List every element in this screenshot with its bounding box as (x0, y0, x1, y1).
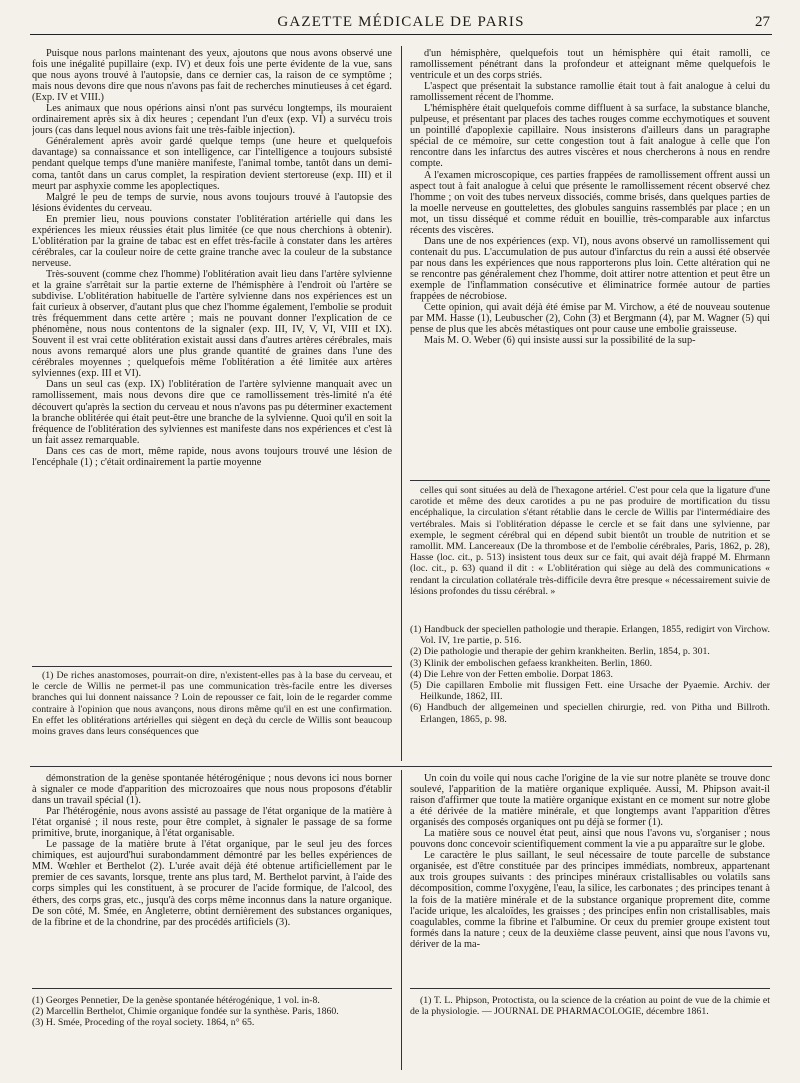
page-header (30, 14, 772, 35)
paragraph: Très-souvent (comme chez l'homme) l'oblitération avait lieu dans l'artère sylvienne et la graine s'arrêtait sur la partie externe de l'hémisphère à l'endroit où l'artère se subdivise. L'oblitération habituelle de l'artère sylvienne dans nos expériences est un fait curieux à observer, d'autant plus que chez l'homme également, l'embolie se produit très fréquemment dans cette artère ; mais ne pouvant donner l'explication de ce phénomène, nous nous contentons de la signaler (exp. III, IV, V, VI, VIII et IX). Souvent il est vrai cette oblitération existait aussi dans d'autres artères cérébrales, mais nous avons remarqué alors une plus grande quantité de graines dans l'une des cérébrales moyennes ; quelquefois même l'oblitération a été limitée aux artères sylviennes (exp. III et VI). (32, 268, 392, 380)
paragraph: Cette opinion, qui avait déjà été émise par M. Virchow, a été de nouveau soutenue par MM. Hasse (1), Leubuscher (2), Cohn (3) et Bergmann (4), par M. Wagner (5) qui pense de plus que les abcès métastiques ont pour cause une embolie graisseuse. (410, 302, 770, 336)
article-column-bottom-right (410, 773, 770, 978)
section-divider (30, 766, 772, 767)
paragraph: Par l'hétérogénie, nous avons assisté au passage de l'état organique de la matière à l'état organisé ; il nous reste, pour être complet, à signaler le passage de sa forme primitive, brute, inorganique, à l'état organisable. (32, 806, 392, 840)
paragraph: Mais M. O. Weber (6) qui insiste aussi sur la possibilité de la sup- (424, 335, 696, 347)
footnote: (2) Die pathologie und therapie der gehirn krankheiten. Berlin, 1854, p. 301. (410, 646, 710, 658)
paragraph: démonstration de la genèse spontanée hétérogénique ; nous devons ici nous borner à signaler ce mode d'apparition des microzoaires que nous nous proposons d'établir dans un travail spécial (1). (32, 773, 392, 807)
footnote: (6) Handbuch der allgemeinen und speciellen chirurgie, red. von Pitha und Billroth. Erlangen, 1865, p. 98. (410, 702, 770, 725)
footnote-list-bottom-left (32, 995, 392, 1065)
column-divider (401, 770, 402, 1070)
page-number: 27 (755, 14, 770, 30)
footnote-left (32, 670, 392, 762)
paragraph: Dans un seul cas (exp. IX) l'oblitération de l'artère sylvienne manquait avec un ramollissement, mais nous devons dire que ce ramollissement très-limité n'a été découvert qu'après la section du cerveau et nous n'avons pas pu déterminer exactement la branche oblitérée qui était peut-être une branche de la sylvienne. Quoi qu'il en soit la fréquence de l'oblitération des sylviennes est manifeste dans nos expériences et c'est là un fait assez remarquable. (32, 379, 392, 446)
paragraph: Généralement après avoir gardé quelque temps (une heure et quelquefois davantage) sa connaissance et son intelligence, car l'intelligence a toujours subsisté pendant quelque temps d'une manière manifeste, l'animal tombe, tantôt dans un demi-coma, tantôt dans un carus complet, la respiration devient stertoreuse (exp. III) et il meurt par asphyxie comme les apoplectiques. (32, 136, 392, 192)
article-column-top-left (32, 48, 392, 663)
footnote-separator (410, 988, 770, 989)
footnote-text: celles qui sont situées au delà de l'hexagone artériel. C'est pour cela que la ligature d'une carotide et même des deux carotides a pu ne pas produire de mortification du tissu encéphalique, la circulation s'étant rétablie dans le cercle de Willis par l'intermédiaire des vertébrales. Mais si l'oblitération dépasse le cercle et se fait dans une sylvienne, par exemple, le segment cérébral qui en dépend subit bientôt un trouble de nutrition et se ramollit. MM. Lancereaux (De la thrombose et de l'embolie cérébrales, Paris, 1862, p. 28), Hasse (loc. cit., p. 513) insistent tous deux sur ce fait, qui avait déjà frappé M. Ehrmann (loc. cit., p. 63) quand il dit : « L'oblitération qui siège au delà des communications « rendant la circulation collatérale très-difficile devra être presque « nécessairement suivie de lésions profondes du tissu cérébral. » (410, 485, 770, 597)
footnote-text: (1) De riches anastomoses, pourrait-on dire, n'existent-elles pas à la base du cerveau, et le cercle de Willis ne permet-il pas une communication très-facile entre les diverses branches qui lui donnent naissance ? Loin de repousser ce fait, loin de le regarder comme contraire à l'opinion que nous avançons, nous dirons même qu'il en est une confirmation. En effet les oblitérations artérielles qui siègent en deçà du cercle de Willis sont beaucoup moins graves dans leurs conséquences que (32, 670, 392, 738)
paragraph: En premier lieu, nous pouvions constater l'oblitération artérielle qui dans les expériences les mieux réussies était plus limitée (ce que nous cherchions à obtenir). L'oblitération par la graine de tabac est en effet très-facile à constater dans les artères cérébrales, car la couleur noire de cette graine tranche avec la couleur de la substance nerveuse. (32, 213, 392, 269)
article-column-top-right (410, 48, 770, 474)
footnote: (1) Georges Pennetier, De la genèse spontanée hétérogénique, 1 vol. in-8. (32, 995, 320, 1006)
paragraph: L'aspect que présentait la substance ramollie était tout à fait analogue à celui du ramollissement récent de l'homme. (410, 81, 770, 104)
paragraph: Le passage de la matière brute à l'état organique, par le seul jeu des forces chimiques, est aujourd'hui surabondamment démontré par les belles expériences de MM. Wœhler et Berthelot (2). L'urée avait déjà été obtenue artificiellement par le premier de ces savants, lorsque, trente ans plus tard, M. Berthelot parvint, à l'aide des corps simples qui les constituent, à se procurer de l'acide formique, de l'alcool, des éthers, des corps gras, etc., jusqu'à des corps même inconnus dans la nature organique. De son côté, M. Smée, en Angleterre, obtint dernièrement des substances organiques, de la fibrine et de la chondrine, par des procédés artificiels (3). (32, 839, 392, 928)
footnote-continuation (410, 485, 770, 622)
footnote: (1) T. L. Phipson, Protoctista, ou la science de la création au point de vue de la chimie et de la physiologie. — JOURNAL DE PHARMACOLOGIE, décembre 1861. (410, 995, 770, 1018)
paragraph: Un coin du voile qui nous cache l'origine de la vie sur notre planète se trouve donc soulevé, l'apparition de la matière organique expliquée. Aussi, M. Phipson avait-il raison d'affirmer que toute la matière organique existant en ce moment sur notre globe a été dérivée de la matière minérale, et que longtemps avant l'apparition d'êtres organisés des composés organiques ont pu déjà se former (1). (410, 773, 770, 829)
footnote-separator (410, 480, 770, 481)
paragraph: Les animaux que nous opérions ainsi n'ont pas survécu longtemps, ils mouraient ordinairement après six à dix heures ; cependant l'un d'eux (exp. VI) a survécu trois jours (cas dans lequel nous avions fait une très-faible injection). (32, 103, 392, 137)
column-divider (401, 46, 402, 761)
footnote: (5) Die capillaren Embolie mit flussigen Fett. eine Ursache der Pyaemie. Archiv. der Heilkunde, 1862, III. (410, 680, 770, 703)
footnote-separator (32, 988, 392, 989)
footnote: (1) Handbuck der speciellen pathologie und therapie. Erlangen, 1855, redigirt von Virchow. Vol. IV, 1re partie, p. 516. (410, 624, 770, 647)
footnote-bottom-right (410, 995, 770, 1055)
paragraph: La matière sous ce nouvel état peut, ainsi que nous l'avons vu, s'organiser ; nous pouvons donc concevoir scientifiquement comment la vie a pu apparaître sur le globe. (410, 828, 770, 851)
paragraph: Malgré le peu de temps de survie, nous avons toujours trouvé à l'autopsie des lésions évidentes du cerveau. (32, 191, 392, 214)
footnote: (3) Klinik der embolischen gefaess krankheiten. Berlin, 1860. (410, 657, 653, 669)
footnote: (3) H. Smée, Proceding of the royal society. 1864, n° 65. (32, 1017, 255, 1029)
paragraph: Dans ces cas de mort, même rapide, nous avons toujours trouvé une lésion de l'encéphale (1) ; c'était ordinairement la partie moyenne (32, 445, 392, 468)
paragraph: Puisque nous parlons maintenant des yeux, ajoutons que nous avons observé une fois une inégalité pupillaire (exp. IV) et deux fois une perte évidente de la vue, sans que nous ayons trouvé à l'autopsie, dans ce dernier cas, la raison de ce symptôme ; mais nous devons dire que nous n'avons pas fait de recherches minutieuses à cet égard. (Exp. IV et VIII.) (32, 48, 392, 104)
article-column-bottom-left (32, 773, 392, 963)
journal-title: GAZETTE MÉDICALE DE PARIS (277, 14, 525, 30)
paragraph: A l'examen microscopique, ces parties frappées de ramollissement offrent aussi un aspect tout à fait analogue à celui que présente le ramollissement récent observé chez l'homme ; on voit des tubes nerveux dissociés, comme brisés, dans quelques parties de la moelle nerveuse en gouttelettes, des globules sanguins rassemblés par place ; en un mot, un tissu disséqué et comme réduit en bouillie, très-comparable aux infarctus récents des viscères. (410, 169, 770, 236)
paragraph: L'hémisphère était quelquefois comme diffluent à sa surface, la substance blanche, pulpeuse, et présentant par places des taches rouges comme ecchymotiques et souvent un pointillé d'apoplexie capillaire. Nous insisterons d'ailleurs dans un paragraphe spécial de ce mémoire, sur cette congestion tout à fait analogue à celle que l'on rencontre dans les infarctus des autres viscères et nous chercherons à nous en rendre compte. (410, 103, 770, 170)
footnote-list-right (410, 624, 770, 758)
paragraph: Dans une de nos expériences (exp. VI), nous avons observé un ramollissement qui contenait du pus. L'accumulation de pus autour d'infarctus du rein a aussi été observée par nous dans les expériences que nous rapporterons plus loin. Cette altération qui ne se rencontre pas généralement chez l'homme, doit attirer notre attention et peut être un exemple de l'inflammation consécutive et éliminatrice formée autour de parties frappées de nécrobiose. (410, 235, 770, 303)
footnote-separator (32, 666, 392, 667)
paragraph: d'un hémisphère, quelquefois tout un hémisphère qui était ramolli, ce ramollissement pénétrant dans la profondeur et atteignant même quelquefois le ventricule et un des corps striés. (410, 48, 770, 82)
footnote: (2) Marcellin Berthelot, Chimie organique fondée sur la synthèse. Paris, 1860. (32, 1006, 339, 1018)
footnote: (4) Die Lehre von der Fetten embolie. Dorpat 1863. (410, 668, 613, 680)
paragraph: Le caractère le plus saillant, le seul nécessaire de toute parcelle de substance organisée, est d'être constituée par des principes immédiats, nombreux, appartenant aux trois groupes suivants : des principes minéraux cristallisables ou volatils sans décomposition, comme l'oxygène, l'eau, la silice, les carbonates ; des principes tenant à la fois de la matière minérale et de la substance organique proprement dite, comme l'acide urique, les alcaloïdes, les graisses ; des principes enfin non cristallisables, mais coagulables, comme la fibrine et l'albumine. Or ceux du premier groupe existent tout formés dans la nature ; ceux de la deuxième classe peuvent, ainsi que nous l'avons vu, dériver de la ma- (410, 850, 770, 950)
